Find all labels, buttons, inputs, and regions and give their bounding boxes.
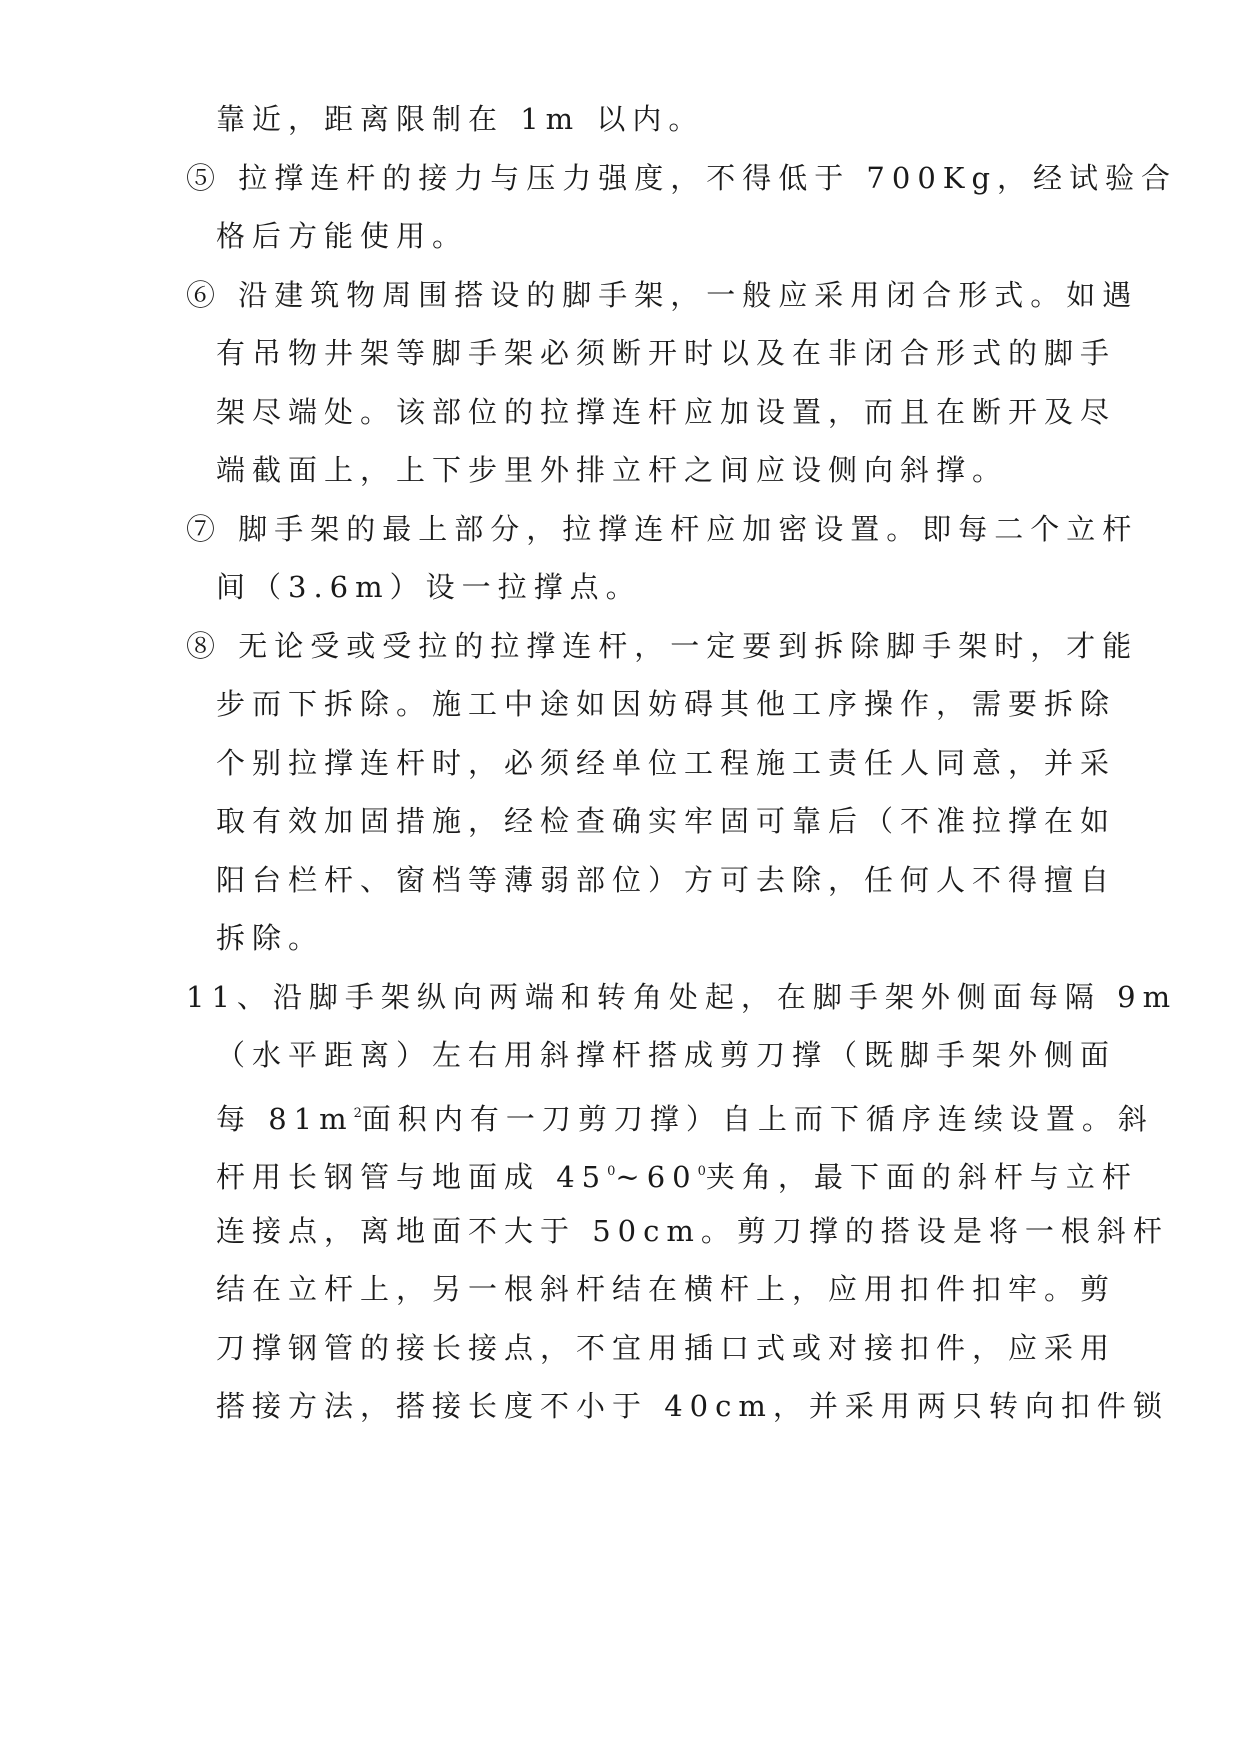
text-line: 个别拉撑连杆时，必须经单位工程施工责任人同意，并采: [216, 746, 1117, 780]
text-run: 杆用长钢管与地面成 45: [216, 1160, 608, 1194]
text-line: 阳台栏杆、窗档等薄弱部位）方可去除，任何人不得擅自: [216, 863, 1117, 897]
list-item-6: ⑥ 沿建筑物周围搭设的脚手架，一般应采用闭合形式。如遇: [186, 278, 1139, 312]
text-line: 连接点，离地面不大于 50cm。剪刀撑的搭设是将一根斜杆: [216, 1214, 1169, 1248]
text-line: 端截面上，上下步里外排立杆之间应设侧向斜撑。: [216, 453, 1009, 487]
text-line: 靠近，距离限制在 1m 以内。: [216, 102, 705, 136]
list-item-5: ⑤ 拉撑连杆的接力与压力强度，不得低于 700Kg，经试验合: [186, 161, 1178, 195]
text-run: 夹角，最下面的斜杆与立杆: [705, 1160, 1138, 1194]
text-line: [216, 1154, 1138, 1195]
text-line: 刀撑钢管的接长接点，不宜用插口式或对接扣件，应采用: [216, 1331, 1117, 1365]
text-line: 结在立杆上，另一根斜杆结在横杆上，应用扣件扣牢。剪: [216, 1272, 1117, 1306]
text-line: 格后方能使用。: [216, 219, 469, 253]
text-line: [216, 1096, 1154, 1137]
text-line: 拆除。: [216, 921, 325, 955]
text-run: 面积内有一刀剪刀撑）自上而下循序连续设置。斜: [361, 1102, 1154, 1136]
text-run: ~60: [615, 1160, 698, 1194]
text-line: 间（3.6m）设一拉撑点。: [216, 570, 642, 604]
list-item-8: ⑧ 无论受或受拉的拉撑连杆，一定要到拆除脚手架时，才能: [186, 629, 1139, 663]
text-line: 步而下拆除。施工中途如因妨碍其他工序操作，需要拆除: [216, 687, 1117, 721]
text-line: 取有效加固措施，经检查确实牢固可靠后（不准拉撑在如: [216, 804, 1117, 838]
superscript: 0: [607, 1164, 616, 1179]
superscript: 2: [353, 1106, 362, 1121]
text-run: 每 81m: [216, 1102, 354, 1136]
section-item-11: 11、沿脚手架纵向两端和转角处起，在脚手架外侧面每隔 9m: [186, 980, 1178, 1014]
list-item-7: ⑦ 脚手架的最上部分，拉撑连杆应加密设置。即每二个立杆: [186, 512, 1139, 546]
text-line: 有吊物井架等脚手架必须断开时以及在非闭合形式的脚手: [216, 336, 1117, 370]
superscript: 0: [697, 1164, 706, 1179]
text-line: 搭接方法，搭接长度不小于 40cm，并采用两只转向扣件锁: [216, 1389, 1169, 1423]
text-line: （水平距离）左右用斜撑杆搭成剪刀撑（既脚手架外侧面: [216, 1038, 1117, 1072]
text-line: 架尽端处。该部位的拉撑连杆应加设置，而且在断开及尽: [216, 395, 1117, 429]
